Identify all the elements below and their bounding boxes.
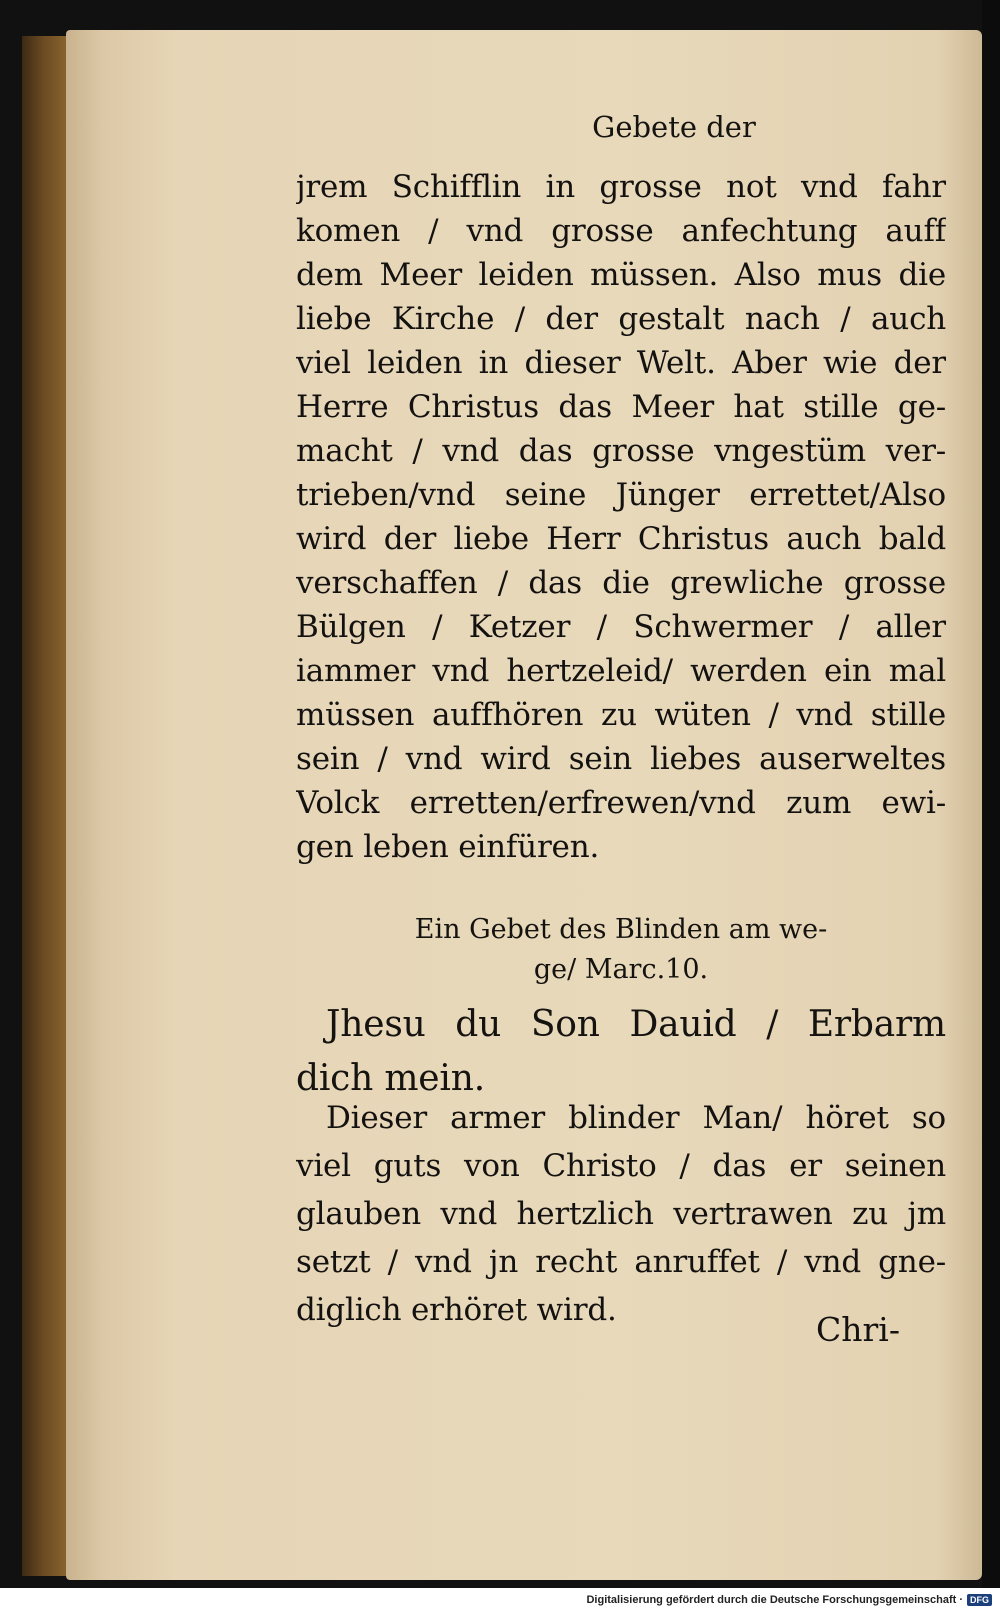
commentary-line: Dieser armer blinder Man/ höret so bbox=[326, 1100, 946, 1136]
dfg-logo: DFG bbox=[967, 1594, 992, 1606]
verse-line: dich mein. bbox=[296, 1058, 485, 1099]
scripture-verse bbox=[296, 998, 946, 1106]
catchword: Chri- bbox=[816, 1310, 900, 1349]
text-line: müssen auffhören zu wüten / vnd stille bbox=[296, 697, 946, 733]
heading-line: ge/ Marc.10. bbox=[533, 954, 709, 985]
text-line: gen leben einfüren. bbox=[296, 829, 600, 865]
scan-edge bbox=[982, 0, 1000, 1588]
text-line: Volck erretten/erfrewen/vnd zum ewi- bbox=[296, 785, 946, 821]
commentary-line: glauben vnd hertzlich vertrawen zu jm bbox=[296, 1196, 946, 1232]
running-head: Gebete der bbox=[592, 110, 756, 144]
text-line: macht / vnd das grosse vngestüm ver- bbox=[296, 433, 946, 469]
text-line: sein / vnd wird sein liebes auserweltes bbox=[296, 741, 946, 777]
commentary-line: diglich erhöret wird. bbox=[296, 1292, 617, 1328]
text-line: trieben/vnd seine Jünger errettet/Also bbox=[296, 477, 946, 513]
text-line: viel leiden in dieser Welt. Aber wie der bbox=[296, 345, 946, 381]
text-line: wird der liebe Herr Christus auch bald bbox=[296, 521, 946, 557]
text-line: komen / vnd grosse anfechtung auff bbox=[296, 213, 946, 249]
text-line: dem Meer leiden müssen. Also mus die bbox=[296, 257, 946, 293]
text-line: iammer vnd hertzeleid/ werden ein mal bbox=[296, 653, 946, 689]
commentary-line: viel guts von Christo / das er seinen bbox=[296, 1148, 946, 1184]
book-page bbox=[66, 30, 982, 1580]
credit-text: Digitalisierung gefördert durch die Deutsche Forschungsgemeinschaft · bbox=[586, 1594, 963, 1606]
section-heading bbox=[296, 910, 946, 990]
commentary-line: setzt / vnd jn recht anruffet / vnd gne- bbox=[296, 1244, 946, 1280]
text-line: Herre Christus das Meer hat stille ge- bbox=[296, 389, 946, 425]
main-text-block bbox=[296, 165, 946, 869]
text-line: liebe Kirche / der gestalt nach / auch bbox=[296, 301, 946, 337]
digitization-credit bbox=[586, 1590, 992, 1610]
heading-line: Ein Gebet des Blinden am we- bbox=[414, 914, 828, 945]
verse-line: Jhesu du Son Dauid / Erbarm bbox=[326, 1004, 946, 1045]
commentary-paragraph bbox=[296, 1094, 946, 1334]
text-line: Bülgen / Ketzer / Schwermer / aller bbox=[296, 609, 946, 645]
text-line: verschaffen / das die grewliche grosse bbox=[296, 565, 946, 601]
text-line: jrem Schifflin in grosse not vnd fahr bbox=[296, 169, 946, 205]
book-binding bbox=[22, 36, 68, 1576]
